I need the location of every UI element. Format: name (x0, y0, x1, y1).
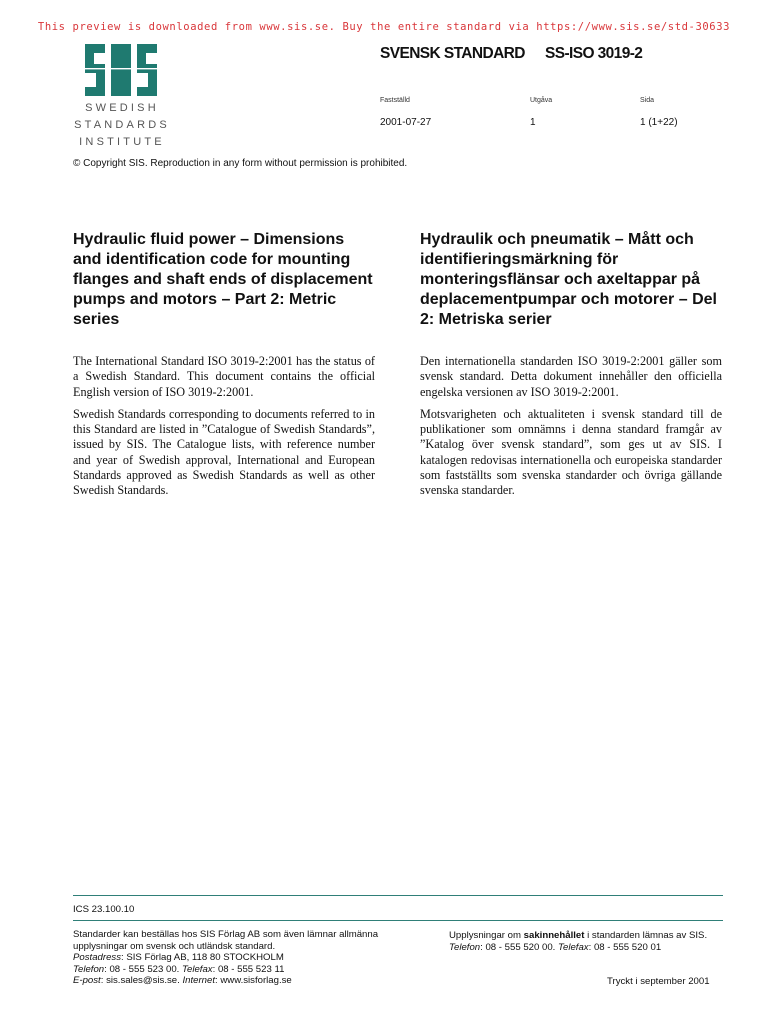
ics-code: ICS 23.100.10 (73, 904, 135, 915)
content-info (449, 930, 739, 953)
standard-number: SS-ISO 3019-2 (545, 45, 643, 62)
standard-label: SVENSK STANDARD (380, 45, 525, 62)
sis-logo-mark (83, 44, 159, 96)
english-paragraph-2: Swedish Standards corresponding to documents referred to in this Standard are listed in ”Catalogue of Swedish Standards”, issued by SIS. The Catalogue lists, with reference number and year of Swedish approval, International and European Standards approved as Swedish Standards as well as other Swedish Standards. (73, 406, 375, 498)
edition-label: Utgåva (530, 97, 553, 104)
logo-text-institute: INSTITUTE (79, 136, 165, 148)
order-info (73, 929, 403, 987)
swedish-paragraph-2: Motsvarigheten och aktualiteten i svensk standard till de publikationer som omnämns i denna standard framgår av ”Katalog över svensk standard”, som ges ut av SIS. I katalogen redovisas internationella och europeiska standarder som fastställts som svenska standarder och övriga gällande svenska standarder. (420, 406, 722, 498)
footer-rule-bottom (73, 920, 723, 921)
content-info-contact: Telefon: 08 - 555 520 00. Telefax: 08 - 555 520 01 (449, 941, 662, 953)
swedish-body (420, 354, 722, 499)
content-info-text: Upplysningar om sakinnehållet i standarden lämnas av SIS. (449, 930, 708, 941)
preview-notice: This preview is downloaded from www.sis.se. Buy the entire standard via https://www.sis.se/std-30633 (37, 21, 731, 33)
contact-email-web: E-post: sis.sales@sis.se. Internet: www.sisforlag.se (73, 975, 292, 987)
footer-rule-top (73, 895, 723, 896)
logo-letter-i (111, 44, 131, 96)
issued-label: Fastställd (380, 97, 410, 104)
logo-text-standards: STANDARDS (74, 119, 170, 131)
contact-phone-fax: Telefon: 08 - 555 523 00. Telefax: 08 - 555 523 11 (73, 963, 285, 975)
edition-value: 1 (530, 117, 536, 128)
swedish-title: Hydraulik och pneumatik – Mått och identifieringsmärkning för monteringsflänsar och axeltappar på deplacementpumpar och motorer – Del 2: Metriska serier (420, 231, 717, 328)
page-value: 1 (1+22) (640, 117, 678, 128)
logo-text-swedish: SWEDISH (85, 102, 159, 114)
logo-letter-s1 (85, 44, 105, 96)
order-text: Standarder kan beställas hos SIS Förlag AB som även lämnar allmänna upplysningar om svensk och utländsk standard. (73, 929, 379, 952)
printed-date: Tryckt i september 2001 (607, 976, 710, 987)
swedish-paragraph-1: Den internationella standarden ISO 3019-2:2001 gäller som svensk standard. Detta dokument innehåller den officiella engelska versionen av ISO 3019-2:2001. (420, 354, 722, 399)
postal-address: Postadress: SIS Förlag AB, 118 80 STOCKHOLM (73, 952, 284, 964)
english-paragraph-1: The International Standard ISO 3019-2:2001 has the status of a Swedish Standard. This document contains the official English version of ISO 3019-2:2001. (73, 354, 375, 399)
issued-date: 2001-07-27 (380, 117, 432, 128)
english-title: Hydraulic fluid power – Dimensions and identification code for mounting flanges and shaft ends of displacement pumps and motors – Part 2: Metric series (73, 231, 373, 328)
copyright-notice: © Copyright SIS. Reproduction in any form without permission is prohibited. (73, 158, 408, 169)
english-body (73, 354, 375, 499)
logo-letter-s2 (137, 44, 157, 96)
page-label: Sida (640, 97, 655, 104)
